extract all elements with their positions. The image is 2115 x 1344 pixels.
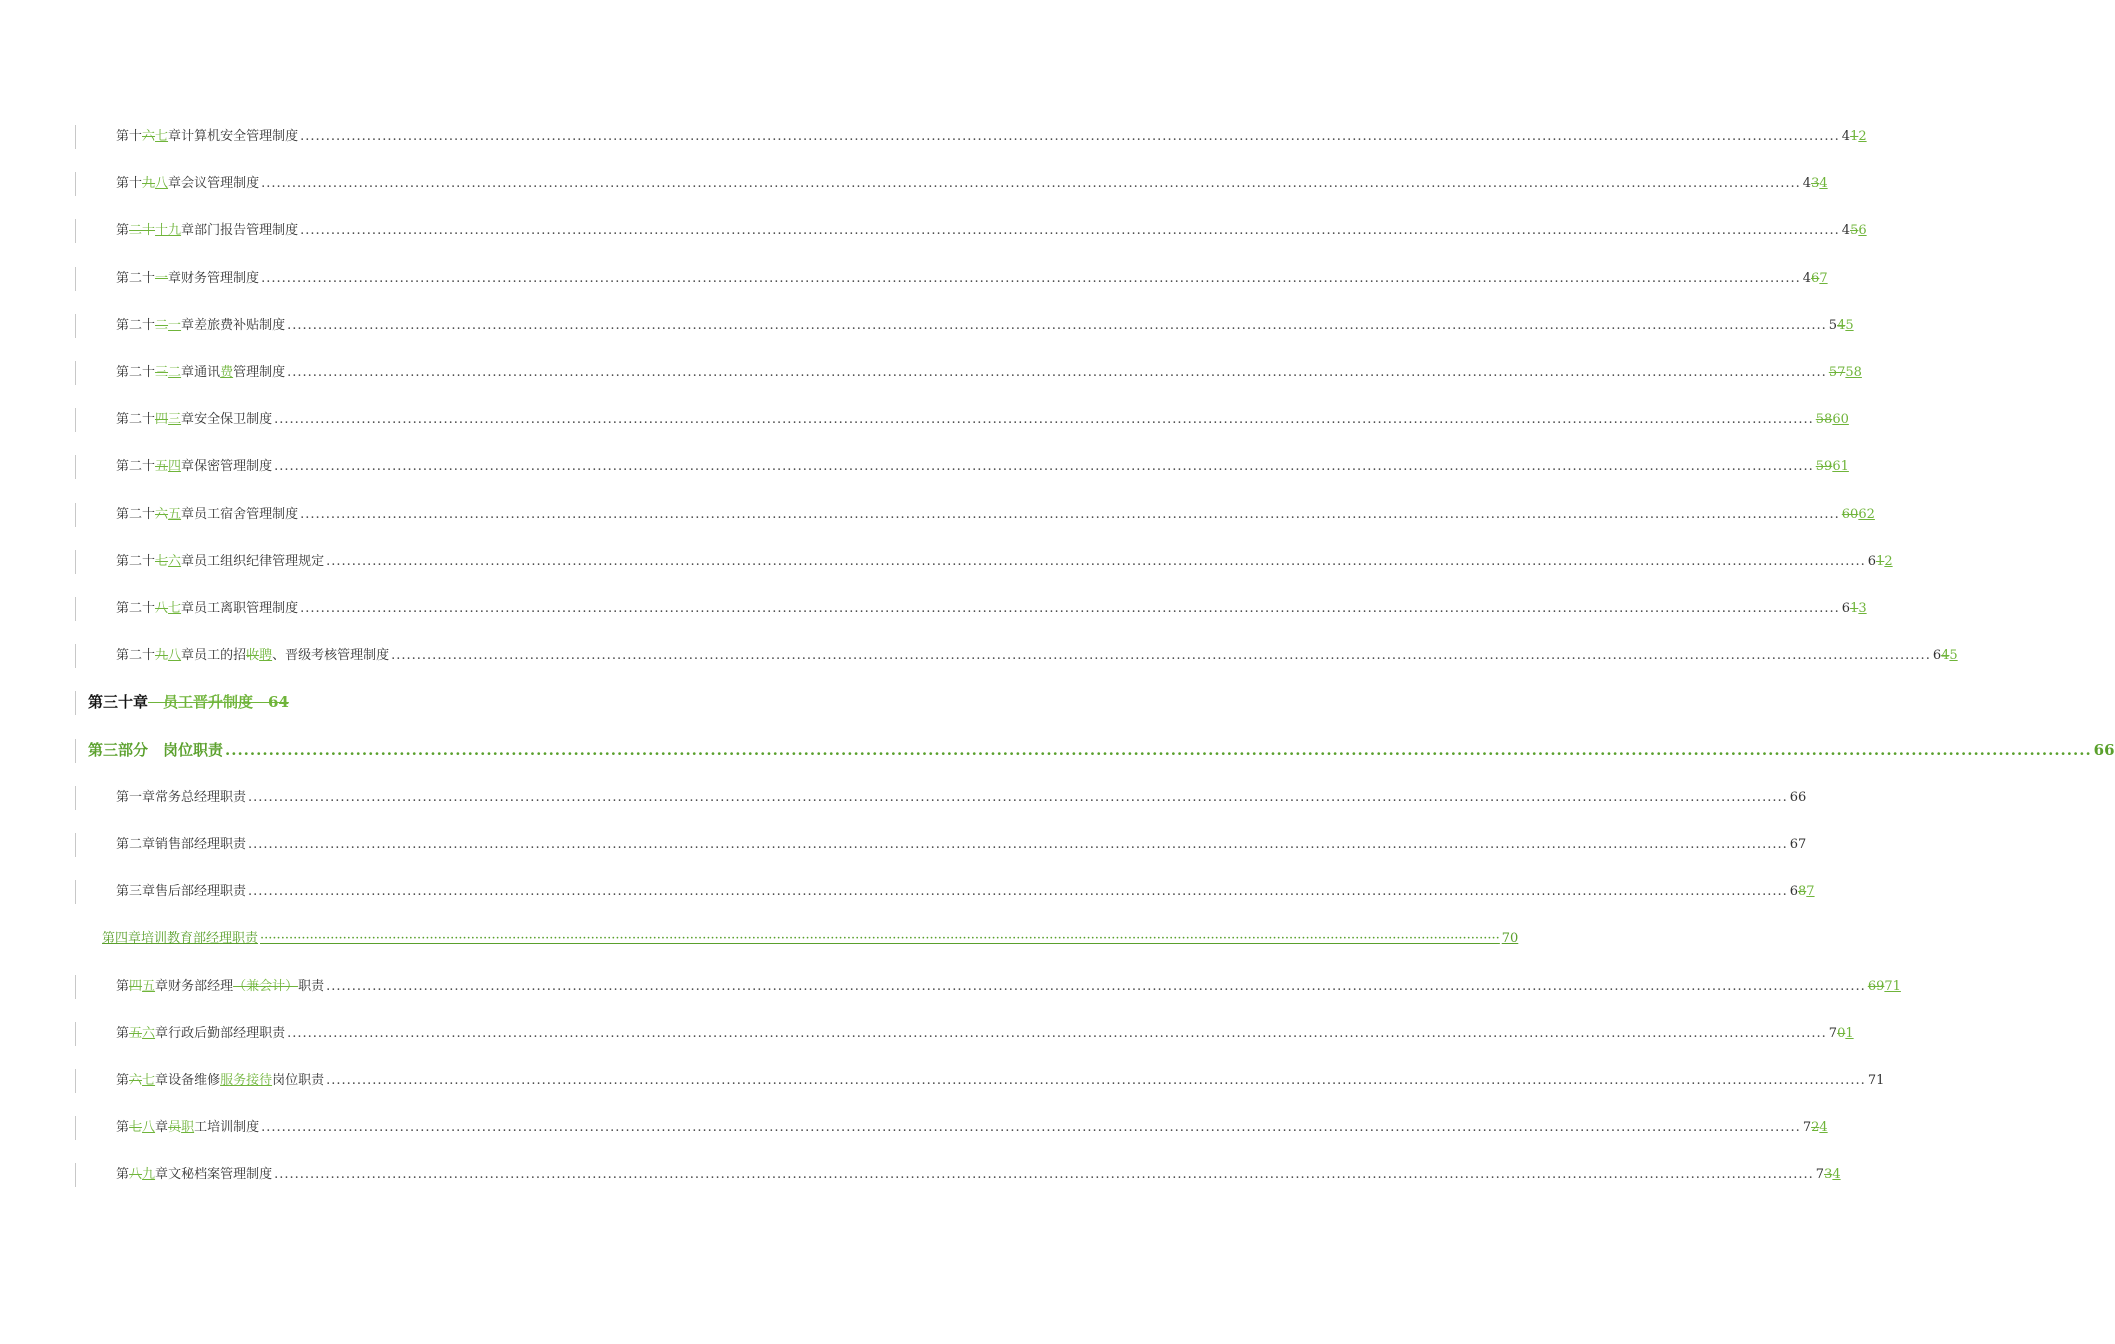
chapter-number — [116, 1119, 168, 1136]
chapter-number-inserted: 八 — [168, 648, 182, 664]
toc-entry[interactable] — [75, 408, 1849, 432]
chapter-title-inserted: 聘 — [259, 648, 273, 664]
chapter-title — [194, 458, 272, 475]
toc-line — [116, 883, 1815, 900]
dot-leader: ............................................................................................................................................................................................................................................................................................................ — [287, 365, 1827, 380]
page-number-deleted: 3 — [1824, 1167, 1833, 1183]
chapter-title — [194, 553, 324, 570]
toc-entry[interactable] — [75, 550, 1893, 574]
toc-entry[interactable] — [75, 880, 1815, 904]
chapter-number-text: 章 — [155, 1025, 169, 1041]
toc-entry[interactable] — [75, 975, 1901, 999]
toc-line — [116, 1025, 1854, 1042]
chapter-number — [116, 1072, 168, 1089]
dot-leader: ............................................................................................................................................................................................................................................................................................................ — [261, 270, 1801, 286]
toc-line — [116, 978, 1901, 995]
chapter-title — [168, 1166, 272, 1183]
page-number-deleted: 4 — [1941, 648, 1950, 664]
page-number-deleted: 1 — [1876, 553, 1885, 569]
page-number-text: 66 — [2093, 740, 2115, 759]
toc-line — [116, 128, 1867, 145]
chapter-number-text: 章 — [181, 506, 195, 522]
chapter-title-inserted: 费 — [220, 365, 234, 380]
page-number-deleted: 1 — [1850, 601, 1859, 616]
page-number-inserted: 2 — [1884, 553, 1893, 569]
chapter-number-deleted: 八 — [129, 1167, 143, 1183]
dot-leader: ............................................................................................................................................................................................................................................................................................................ — [274, 1167, 1814, 1183]
chapter-number-text: 章 — [155, 1120, 169, 1136]
chapter-number-text: 第 — [116, 1073, 130, 1088]
chapter-number — [116, 978, 168, 995]
toc-line — [116, 175, 1828, 192]
chapter-number-deleted: 七 — [129, 1120, 143, 1136]
toc-entry[interactable] — [75, 361, 1862, 385]
toc-entry[interactable] — [75, 1069, 1885, 1093]
page-number — [1868, 978, 1901, 995]
chapter-title — [194, 600, 298, 617]
chapter-number-inserted: 七 — [168, 601, 182, 616]
chapter-number-deleted: 四 — [129, 978, 143, 994]
chapter-number-deleted: 四 — [155, 412, 169, 428]
chapter-number-text: 章 — [181, 648, 195, 664]
chapter-number-inserted: 四 — [168, 459, 182, 475]
dot-leader: ············································································································································································································································································································ — [260, 931, 1500, 947]
chapter-number-deleted: 三 — [155, 365, 169, 380]
toc-line — [116, 1072, 1885, 1089]
chapter-number — [116, 836, 155, 853]
dot-leader: ............................................................................................................................................................................................................................................................................................................ — [391, 648, 1931, 664]
chapter-title-text: 、晋级考核管理制度 — [272, 648, 390, 664]
page-number — [1829, 364, 1862, 381]
chapter-number-text: 章 — [181, 601, 195, 616]
chapter-number-text: 章 — [155, 1167, 169, 1183]
page-number — [1842, 600, 1867, 617]
chapter-number-deleted: 九 — [142, 176, 156, 192]
toc-line — [116, 317, 1854, 334]
chapter-title — [194, 222, 298, 239]
chapter-title-deleted: （兼会计） — [233, 978, 299, 994]
dot-leader: ............................................................................................................................................................................................................................................................................................................ — [261, 1120, 1801, 1136]
page-number-deleted: 3 — [1811, 176, 1820, 192]
chapter-title-inserted: 职 — [181, 1120, 195, 1136]
page-number-text: 4 — [1841, 223, 1851, 239]
chapter-title-text: 部门报告管理制度 — [194, 223, 299, 239]
toc-entry[interactable] — [75, 691, 861, 715]
page-number-text: 7 — [1802, 1120, 1812, 1136]
chapter-title — [194, 317, 285, 334]
chapter-number-text: 第 — [116, 223, 130, 239]
chapter-number-text: 第三章 — [116, 884, 156, 900]
chapter-title — [155, 836, 246, 853]
chapter-number-deleted: 六 — [142, 129, 156, 144]
chapter-number-text: 第二十 — [116, 459, 156, 475]
page-number-inserted: 7 — [1806, 884, 1815, 900]
toc-entry[interactable] — [75, 1022, 1854, 1046]
chapter-title — [181, 270, 259, 287]
page-number-inserted: 3 — [1858, 601, 1867, 616]
page-number-inserted: 4 — [1832, 1167, 1841, 1183]
toc-entry[interactable] — [75, 314, 1854, 338]
toc-line — [116, 270, 1828, 287]
chapter-number-deleted: 六 — [155, 506, 169, 522]
page-number-inserted: 58 — [1845, 365, 1862, 380]
chapter-number-text: 章 — [181, 317, 195, 333]
chapter-number — [116, 1025, 168, 1042]
chapter-number — [88, 742, 223, 759]
page-number — [1842, 128, 1867, 145]
chapter-number-text: 第 — [116, 1167, 130, 1183]
dot-leader: ............................................................................................................................................................................................................................................................................................................ — [300, 506, 1840, 522]
chapter-title-text: 职责 — [298, 978, 325, 994]
chapter-number — [116, 553, 194, 570]
chapter-number-inserted: 五 — [142, 978, 156, 994]
chapter-number-text: 第二十 — [116, 317, 156, 333]
chapter-title — [155, 789, 246, 806]
chapter-title-inserted: 服务接待 — [220, 1073, 273, 1088]
chapter-number — [116, 789, 155, 806]
toc-entry[interactable] — [75, 455, 1849, 479]
page-number-deleted: 59 — [1815, 459, 1833, 475]
chapter-number-text: 第二十 — [116, 365, 156, 380]
chapter-number-inserted: 七 — [155, 129, 169, 144]
page-number-inserted: 1 — [1845, 1025, 1854, 1041]
toc-entry[interactable] — [75, 644, 1958, 668]
page-number-inserted: 5 — [1845, 317, 1854, 333]
chapter-title — [168, 1072, 324, 1089]
chapter-number-text: 第二十 — [116, 412, 156, 428]
dot-leader: ............................................................................................................................................................................................................................................................................................................ — [300, 223, 1840, 239]
chapter-number-text: 章 — [168, 176, 182, 192]
chapter-number — [116, 175, 181, 192]
page-number — [1790, 836, 1807, 853]
page-number-text: 6 — [1932, 648, 1942, 664]
page-number — [1868, 1072, 1885, 1089]
toc-line — [116, 506, 1875, 523]
toc-line — [116, 458, 1849, 475]
page-number-deleted: 69 — [1867, 978, 1885, 994]
chapter-number-deleted: 六 — [129, 1073, 143, 1088]
toc-entry[interactable] — [75, 125, 1867, 149]
chapter-title — [194, 647, 389, 664]
chapter-number-inserted: 五 — [168, 506, 182, 522]
dot-leader: ............................................................................................................................................................................................................................................................................................................ — [326, 553, 1866, 569]
chapter-number-text: 第三部分 岗位职责 — [88, 740, 224, 759]
chapter-title-text: 管理制度 — [233, 365, 286, 380]
chapter-number-deleted: 员工晋升制度 64 — [148, 693, 289, 712]
page-number — [1829, 317, 1854, 334]
chapter-title-text: 保密管理制度 — [194, 459, 273, 475]
chapter-title-text: 岗位职责 — [272, 1073, 325, 1088]
dot-leader: ............................................................................................................................................................................................................................................................................................................ — [287, 1025, 1827, 1041]
toc-entry[interactable] — [75, 597, 1867, 621]
page-number-text: 67 — [1789, 837, 1807, 852]
chapter-number — [116, 364, 194, 381]
chapter-title-text: 差旅费补贴制度 — [194, 317, 286, 333]
chapter-title-text: 常务总经理职责 — [155, 789, 247, 805]
toc-entry[interactable] — [75, 267, 1828, 291]
chapter-title-text: 员工离职管理制度 — [194, 601, 299, 616]
chapter-title — [181, 128, 298, 145]
chapter-title — [181, 175, 259, 192]
page-number-inserted: 7 — [1819, 270, 1828, 286]
chapter-number-text: 章 — [155, 978, 169, 994]
chapter-number-inserted: 二 — [168, 365, 182, 380]
page-number-inserted: 6 — [1858, 223, 1867, 239]
toc-entry[interactable] — [75, 786, 1807, 810]
page-number — [1502, 930, 1519, 947]
toc-entry[interactable] — [75, 1116, 1828, 1140]
page-number-text: 66 — [1789, 789, 1807, 805]
chapter-number-text: 第二章 — [116, 837, 156, 852]
chapter-title-text: 行政后勤部经理职责 — [168, 1025, 286, 1041]
chapter-number-deleted: 二十 — [129, 223, 156, 239]
chapter-title-text: 设备维修 — [168, 1073, 221, 1088]
page-number-deleted: 4 — [1837, 317, 1846, 333]
page-number — [1790, 883, 1815, 900]
page-number-deleted: 2 — [1811, 1120, 1820, 1136]
chapter-number — [88, 694, 289, 711]
page-number-text: 6 — [1789, 884, 1799, 900]
chapter-title-text: 员工宿舍管理制度 — [194, 506, 299, 522]
page-number-text: 4 — [1841, 129, 1851, 144]
chapter-number — [116, 128, 181, 145]
chapter-number-text: 第 — [116, 1025, 130, 1041]
page-number-text: 70 — [1501, 931, 1519, 947]
toc-entry[interactable] — [75, 1163, 1841, 1187]
chapter-number-text: 章 — [181, 412, 195, 428]
chapter-number-text: 章 — [168, 270, 182, 286]
toc-entry[interactable] — [75, 927, 1519, 951]
toc-line — [116, 789, 1807, 806]
page-number — [1816, 411, 1849, 428]
page-number-inserted: 62 — [1858, 506, 1875, 522]
chapter-number-deleted: 五 — [155, 459, 169, 475]
chapter-number-text: 第二十 — [116, 270, 156, 286]
chapter-title-text: 销售部经理职责 — [155, 837, 247, 852]
page-number-inserted: 61 — [1832, 459, 1849, 475]
chapter-number — [116, 1166, 168, 1183]
page-number-inserted: 60 — [1832, 412, 1849, 428]
chapter-number-text: 第二十 — [116, 506, 156, 522]
chapter-number-text: 章 — [181, 553, 195, 569]
toc-entry[interactable] — [75, 172, 1828, 196]
chapter-title — [141, 930, 258, 947]
page-number — [1829, 1025, 1854, 1042]
chapter-number-text: 章 — [181, 459, 195, 475]
page-number-deleted: 60 — [1841, 506, 1859, 522]
chapter-number-text: 第十 — [116, 129, 143, 144]
toc-line — [88, 740, 2115, 759]
page-number-inserted: 5 — [1949, 648, 1958, 664]
chapter-title — [194, 411, 272, 428]
chapter-title-deleted: 收 — [246, 648, 260, 664]
page-number — [1816, 458, 1849, 475]
page-number — [1842, 506, 1875, 523]
chapter-number-text: 章 — [181, 365, 195, 380]
page-number-deleted: 6 — [1811, 270, 1820, 286]
chapter-number-deleted: 七 — [155, 553, 169, 569]
chapter-title-text: 计算机安全管理制度 — [181, 129, 299, 144]
chapter-title-text: 财务管理制度 — [181, 270, 260, 286]
chapter-title — [155, 883, 246, 900]
page-number-text: 6 — [1841, 601, 1851, 616]
page-number-text: 5 — [1828, 317, 1838, 333]
chapter-number-text: 第四章 — [102, 931, 142, 947]
chapter-number-inserted: 八 — [142, 1120, 156, 1136]
page-number-text: 6 — [1867, 553, 1877, 569]
chapter-number-text: 第二十 — [116, 601, 156, 616]
chapter-title-text: 员工组织纪律管理规定 — [194, 553, 325, 569]
chapter-number — [116, 411, 194, 428]
toc-entry[interactable] — [75, 833, 1807, 857]
dot-leader: ............................................................................................................................................................................................................................................................................................................ — [225, 740, 2092, 759]
page-number-inserted: 4 — [1819, 1120, 1828, 1136]
chapter-number-inserted: 三 — [168, 412, 182, 428]
dot-leader: ............................................................................................................................................................................................................................................................................................................ — [287, 317, 1827, 333]
chapter-number-text: 第三十章 — [88, 693, 149, 712]
page-number-text: 4 — [1802, 270, 1812, 286]
dot-leader: ............................................................................................................................................................................................................................................................................................................ — [326, 978, 1866, 994]
toc-entry[interactable] — [75, 739, 2115, 763]
dot-leader: ............................................................................................................................................................................................................................................................................................................ — [300, 129, 1840, 144]
chapter-title-text: 财务部经理 — [168, 978, 234, 994]
page-number — [2094, 742, 2115, 759]
dot-leader: ............................................................................................................................................................................................................................................................................................................ — [248, 837, 1788, 852]
dot-leader: ............................................................................................................................................................................................................................................................................................................ — [248, 789, 1788, 805]
chapter-number-deleted: 五 — [129, 1025, 143, 1041]
page-number-inserted: 71 — [1884, 978, 1901, 994]
chapter-number — [102, 930, 141, 947]
chapter-number-text: 第十 — [116, 176, 143, 192]
dot-leader: ............................................................................................................................................................................................................................................................................................................ — [274, 459, 1814, 475]
page-number-inserted: 4 — [1819, 176, 1828, 192]
chapter-number-inserted: 七 — [142, 1073, 156, 1088]
chapter-title-text: 培训教育部经理职责 — [141, 931, 259, 947]
page-number — [1816, 1166, 1841, 1183]
chapter-number-text: 章 — [181, 223, 195, 239]
dot-leader: ............................................................................................................................................................................................................................................................................................................ — [261, 176, 1801, 192]
page-number — [1933, 647, 1958, 664]
toc-line — [116, 647, 1958, 664]
page-number-deleted: 1 — [1850, 129, 1859, 144]
toc-line — [116, 411, 1849, 428]
chapter-number-text: 第二十 — [116, 553, 156, 569]
toc-entry[interactable] — [75, 503, 1875, 527]
chapter-title — [168, 1119, 259, 1136]
chapter-title-text: 售后部经理职责 — [155, 884, 247, 900]
chapter-title-deleted: 员 — [168, 1120, 182, 1136]
chapter-number-text: 第 — [116, 978, 130, 994]
page-number-text: 71 — [1867, 1073, 1885, 1088]
chapter-title-text: 员工的招 — [194, 648, 247, 664]
page-number-deleted: 58 — [1815, 412, 1833, 428]
page-number-deleted: 0 — [1837, 1025, 1846, 1041]
chapter-number-inserted: 六 — [142, 1025, 156, 1041]
chapter-number-text: 章 — [168, 129, 182, 144]
page-number — [1868, 553, 1893, 570]
chapter-number — [116, 317, 194, 334]
toc-line — [88, 694, 861, 711]
chapter-title-text: 通讯 — [194, 365, 221, 380]
chapter-number-text: 章 — [155, 1073, 169, 1088]
chapter-title — [194, 364, 285, 381]
page-number-deleted: 5 — [1850, 223, 1859, 239]
chapter-title — [194, 506, 298, 523]
page-number-deleted: 8 — [1798, 884, 1807, 900]
toc-line — [116, 1119, 1828, 1136]
page-number — [1790, 789, 1807, 806]
chapter-number-inserted: 十九 — [155, 223, 182, 239]
chapter-number — [116, 506, 194, 523]
chapter-number-text: 第 — [116, 1120, 130, 1136]
chapter-number-deleted: 九 — [155, 648, 169, 664]
chapter-number-text: 第二十 — [116, 648, 156, 664]
toc-line — [116, 1166, 1841, 1183]
chapter-number-inserted: 六 — [168, 553, 182, 569]
page-number — [1803, 175, 1828, 192]
chapter-number — [116, 222, 194, 239]
toc-entry[interactable] — [75, 219, 1867, 243]
chapter-number — [116, 883, 155, 900]
chapter-title-text: 会议管理制度 — [181, 176, 260, 192]
toc-line — [116, 600, 1867, 617]
chapter-number-text: 第一章 — [116, 789, 156, 805]
chapter-number — [116, 600, 194, 617]
chapter-number-inserted: 一 — [168, 317, 182, 333]
chapter-number-deleted: 一 — [155, 270, 169, 286]
page-number-text: 4 — [1802, 176, 1812, 192]
chapter-title-text: 文秘档案管理制度 — [168, 1167, 273, 1183]
toc-line — [116, 553, 1893, 570]
dot-leader: ............................................................................................................................................................................................................................................................................................................ — [300, 601, 1840, 616]
page-number-inserted: 2 — [1858, 129, 1867, 144]
page-number-deleted: 57 — [1828, 365, 1846, 380]
chapter-number-inserted: 八 — [155, 176, 169, 192]
chapter-number-deleted: 二 — [155, 317, 169, 333]
chapter-number — [116, 270, 181, 287]
toc-line — [116, 364, 1862, 381]
toc-line — [102, 930, 1519, 947]
chapter-number-inserted: 九 — [142, 1167, 156, 1183]
chapter-title — [168, 978, 324, 995]
page-number-text: 7 — [1815, 1167, 1825, 1183]
page-number — [1803, 1119, 1828, 1136]
dot-leader: ............................................................................................................................................................................................................................................................................................................ — [248, 884, 1788, 900]
chapter-title-text: 安全保卫制度 — [194, 412, 273, 428]
chapter-title — [168, 1025, 285, 1042]
page-number-text: 7 — [1828, 1025, 1838, 1041]
chapter-title-text: 工培训制度 — [194, 1120, 260, 1136]
page-number — [1803, 270, 1828, 287]
dot-leader: ............................................................................................................................................................................................................................................................................................................ — [274, 412, 1814, 428]
chapter-number — [116, 458, 194, 475]
chapter-number — [116, 647, 194, 664]
dot-leader: ............................................................................................................................................................................................................................................................................................................ — [326, 1073, 1866, 1088]
chapter-number-deleted: 八 — [155, 601, 169, 616]
page-number — [1842, 222, 1867, 239]
toc-line — [116, 836, 1807, 853]
toc-line — [116, 222, 1867, 239]
